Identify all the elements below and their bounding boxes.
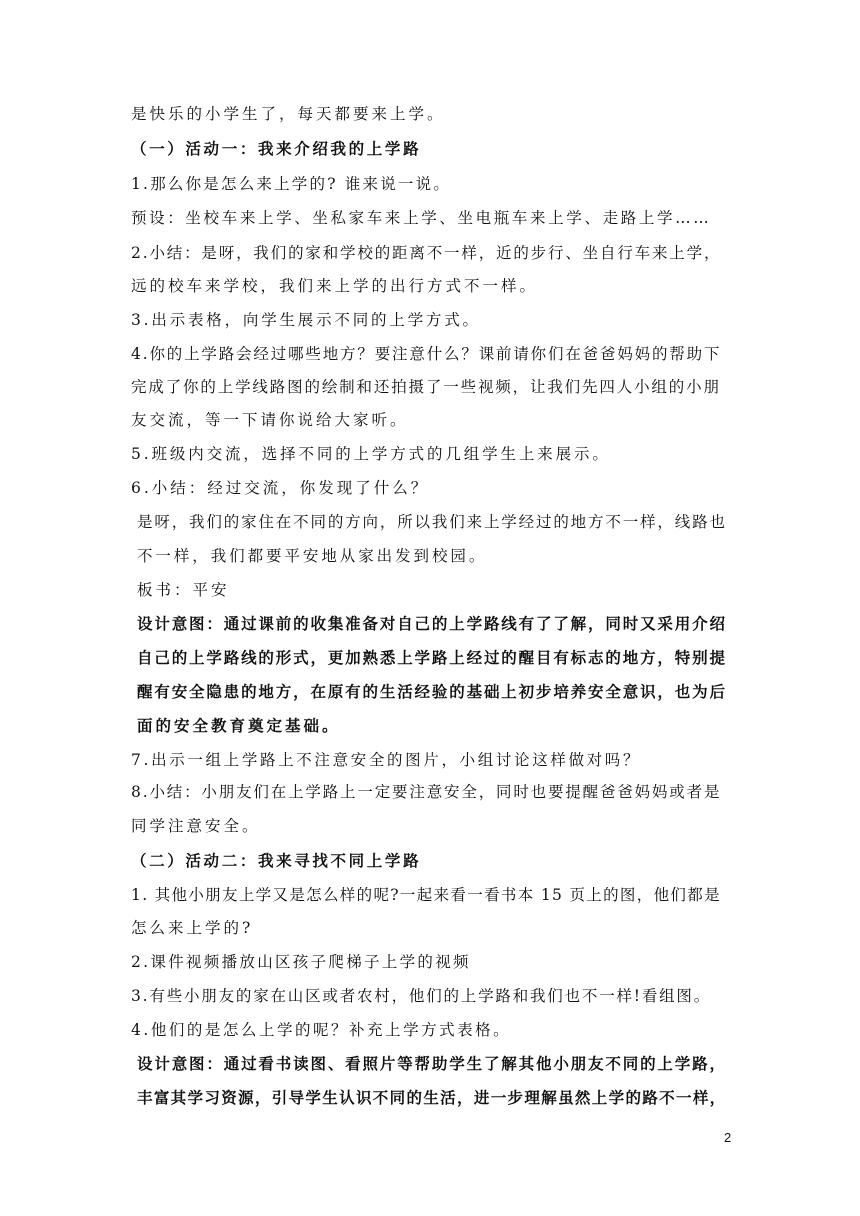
- design-intent-1-line-1: 设计意图：通过课前的收集准备对自己的上学路线有了了解，同时又采用介绍: [137, 614, 727, 633]
- section-heading-activity-1: （一）活动一：我来介绍我的上学路: [131, 139, 422, 158]
- text-line-12: 6.小结：经过交流，你发现了什么？: [131, 479, 430, 497]
- text-line-20: 7.出示一组上学路上不注意安全的图片，小组讨论这样做对吗？: [131, 751, 642, 769]
- text-line-25: 怎么来上学的?: [131, 919, 254, 937]
- board-note: 板书：平安: [137, 581, 230, 599]
- text-line-6: 远的校车来学校，我们来上学的出行方式不一样。: [131, 277, 539, 295]
- text-line-5: 2.小结：是呀，我们的家和学校的距离不一样，近的步行、坐自行车来上学，: [131, 244, 722, 262]
- text-line-24: 1. 其他小朋友上学又是怎么样的呢?一起来看一看书本 15 页上的图，他们都是: [131, 886, 721, 904]
- text-line-11: 5.班级内交流，选择不同的上学方式的几组学生上来展示。: [131, 445, 611, 463]
- text-line-10: 友交流，等一下请你说给大家听。: [131, 411, 409, 429]
- design-intent-2-line-2: 丰富其学习资源，引导学生认识不同的生活，进一步理解虽然上学的路不一样，: [137, 1088, 727, 1107]
- section-heading-activity-2: （二）活动二：我来寻找不同上学路: [131, 851, 422, 870]
- page-number: 2: [724, 1130, 732, 1145]
- text-line-22: 同学注意安全。: [131, 817, 261, 835]
- text-line-3: 1.那么你是怎么来上学的? 谁来说一说。: [131, 175, 452, 193]
- design-intent-1-line-2: 自己的上学路线的形式，更加熟悉上学路上经过的醒目有标志的地方，特别提: [137, 648, 727, 667]
- text-line-4: 预设：坐校车来上学、坐私家车来上学、坐电瓶车来上学、走路上学……: [131, 209, 712, 227]
- text-line-28: 4.他们的是怎么上学的呢？补充上学方式表格。: [131, 1021, 512, 1039]
- text-line-21: 8.小结：小朋友们在上学路上一定要注意安全，同时也要提醒爸爸妈妈或者是: [131, 783, 722, 801]
- text-line-13: 是呀，我们的家住在不同的方向，所以我们来上学经过的地方不一样，线路也: [137, 513, 727, 531]
- text-line-14: 不一样，我们都要平安地从家出发到校园。: [137, 547, 488, 565]
- text-line-26: 2.课件视频播放山区孩子爬梯子上学的视频: [131, 953, 471, 971]
- design-intent-1-line-3: 醒有安全隐患的地方，在原有的生活经验的基础上初步培养安全意识，也为后: [137, 682, 727, 701]
- text-line-1: 是快乐的小学生了，每天都要来上学。: [131, 105, 446, 123]
- text-line-7: 3.出示表格，向学生展示不同的上学方式。: [131, 311, 481, 329]
- design-intent-1-line-4: 面的安全教育奠定基础。: [137, 716, 341, 735]
- text-line-9: 完成了你的上学线路图的绘制和还拍摄了一些视频，让我们先四人小组的小朋: [131, 378, 721, 396]
- text-line-8: 4.你的上学路会经过哪些地方？要注意什么？课前请你们在爸爸妈妈的帮助下: [131, 345, 722, 363]
- design-intent-2-line-1: 设计意图：通过看书读图、看照片等帮助学生了解其他小朋友不同的上学路，: [137, 1054, 727, 1073]
- text-line-27: 3.有些小朋友的家在山区或者农村，他们的上学路和我们也不一样!看组图。: [131, 987, 712, 1005]
